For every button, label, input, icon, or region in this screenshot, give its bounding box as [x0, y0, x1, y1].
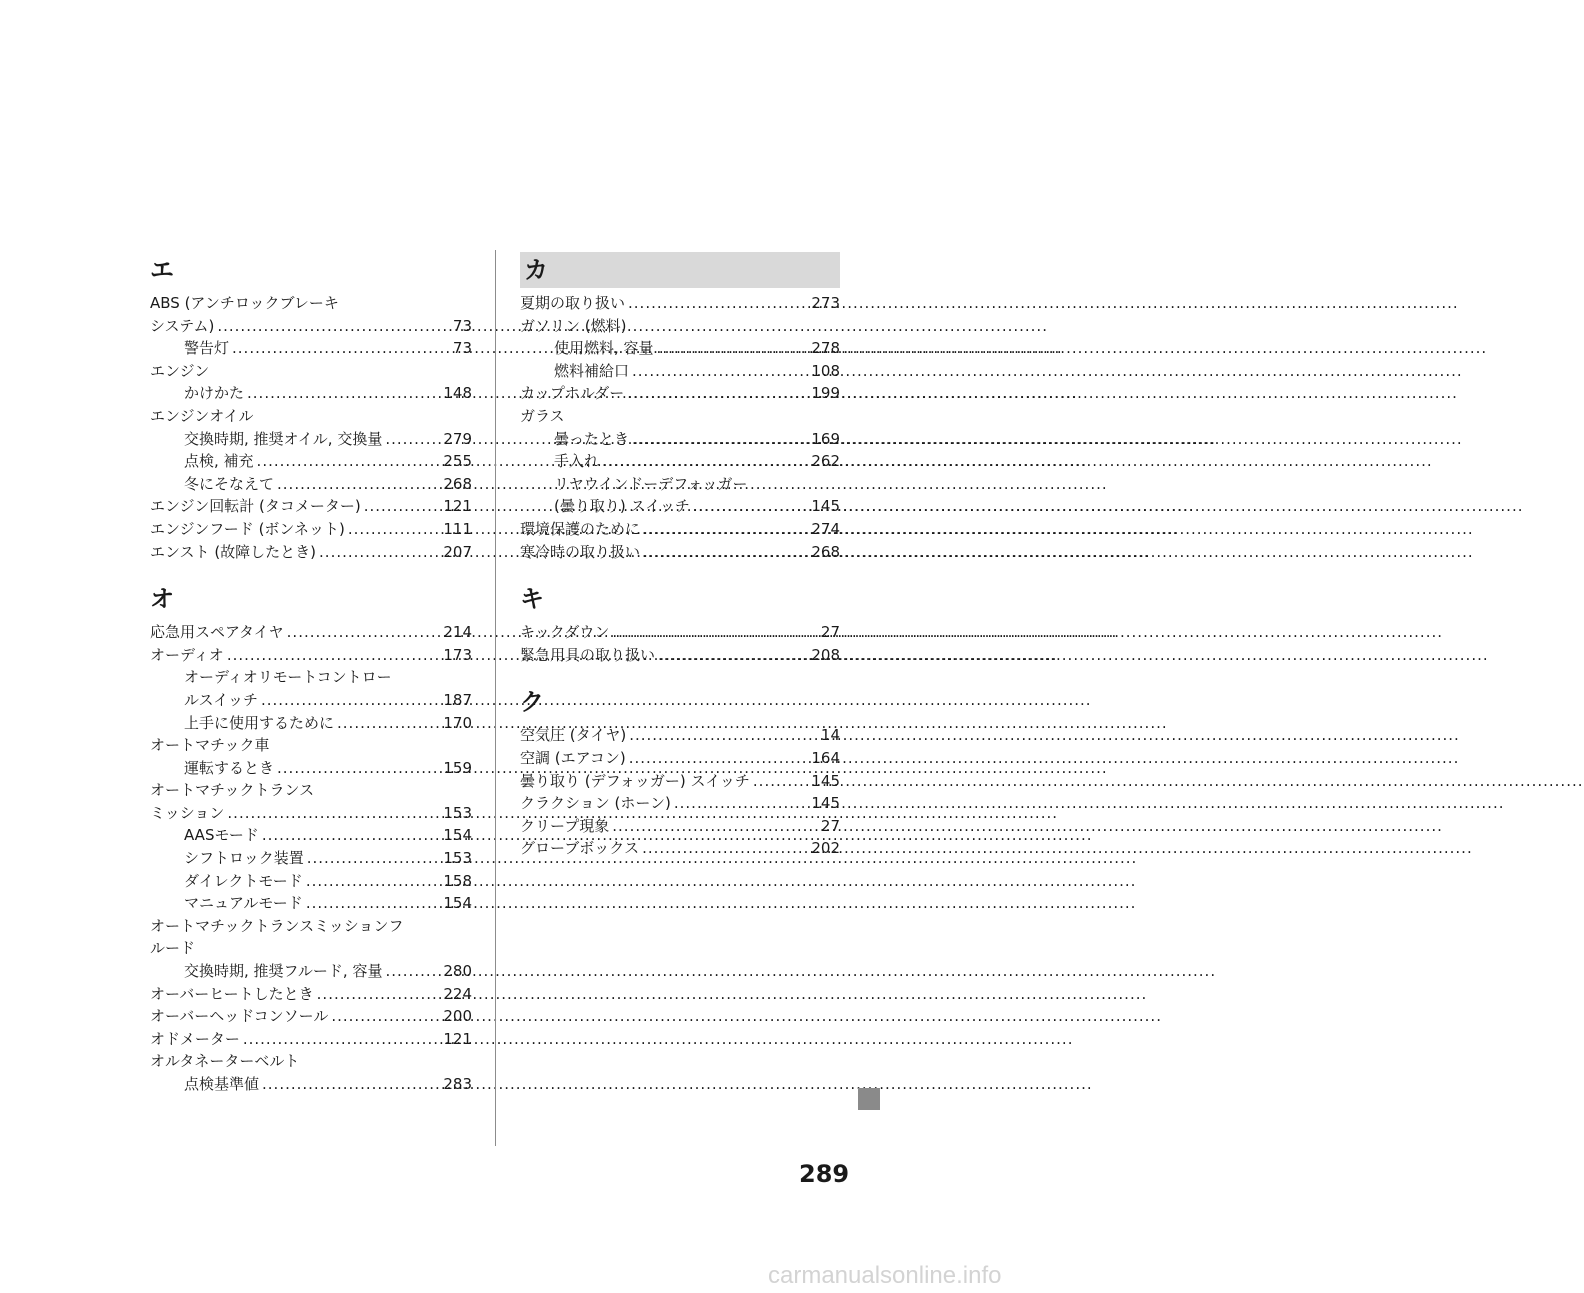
- index-entry: [150, 450, 472, 473]
- page-reference: 27: [820, 816, 840, 835]
- page-reference: 169: [811, 429, 840, 448]
- index-entry: [150, 1005, 472, 1028]
- watermark: carmanualsonline.info: [768, 1262, 1002, 1289]
- index-term: 空気圧 (タイヤ): [520, 726, 627, 745]
- dot-leader: [337, 712, 440, 735]
- dot-leader: [632, 360, 808, 383]
- left-index-column: [150, 252, 472, 1096]
- dot-leader: [227, 644, 441, 667]
- index-term: ガソリン (燃料): [520, 316, 627, 335]
- page-reference: 73: [452, 339, 472, 358]
- index-term: オーバーヒートしたとき: [150, 984, 314, 1003]
- index-term: オートマチックトランス: [150, 781, 315, 800]
- page-reference: 153: [443, 849, 472, 868]
- page-reference: 145: [811, 771, 840, 790]
- page-reference: 173: [443, 645, 472, 664]
- dot-leader: [331, 1005, 440, 1028]
- index-term: 点検基準値: [184, 1075, 260, 1093]
- page-reference: 187: [443, 690, 472, 709]
- page-reference: 268: [811, 542, 840, 561]
- index-entry: [150, 757, 472, 780]
- index-entry: [150, 405, 472, 428]
- dot-leader: [643, 541, 808, 564]
- page-reference: 121: [443, 1029, 472, 1048]
- dot-leader: [232, 337, 450, 360]
- page-reference: 207: [443, 542, 472, 561]
- dot-leader: [227, 802, 440, 825]
- index-term: 曇り取り (デフォッガー) スイッチ: [520, 771, 750, 790]
- page-reference: 224: [443, 984, 472, 1003]
- index-entry: [150, 473, 472, 496]
- dot-leader: [642, 837, 808, 860]
- index-entry: [150, 779, 472, 802]
- index-entry: [150, 712, 472, 735]
- dot-leader: [629, 724, 818, 747]
- dot-leader: [627, 382, 808, 405]
- column-divider: [495, 250, 496, 1146]
- index-entry: [150, 870, 472, 893]
- page-reference: 111: [443, 519, 472, 538]
- dot-leader: [261, 689, 440, 712]
- index-term: 緊急用具の取り扱い: [520, 645, 656, 664]
- page-reference: 280: [443, 962, 472, 981]
- section-gap: [150, 563, 472, 581]
- dot-leader: [319, 541, 440, 564]
- index-entry: [150, 495, 472, 518]
- dot-leader: [693, 495, 808, 518]
- dot-leader: [385, 960, 440, 983]
- page-reference: 14: [820, 726, 840, 745]
- index-entry: [150, 802, 472, 825]
- page-reference: 164: [811, 748, 840, 767]
- index-term: ダイレクトモード: [184, 871, 303, 890]
- index-term: ガラス: [520, 406, 565, 425]
- index-term: シフトロック装置: [184, 849, 304, 868]
- dot-leader: [243, 1028, 441, 1051]
- index-entry: [520, 644, 840, 667]
- index-term: オドメーター: [150, 1029, 240, 1048]
- section-heading: ク: [520, 688, 544, 717]
- index-term: オーディオ: [150, 645, 224, 664]
- index-entry: [150, 734, 472, 757]
- dot-leader: [317, 983, 441, 1006]
- index-term: クラクション (ホーン): [520, 794, 671, 813]
- index-term: オーバーヘッドコンソール: [150, 1007, 329, 1026]
- index-term: 空調 (エアコン): [520, 748, 626, 767]
- page-reference: 154: [443, 826, 472, 845]
- section-tab-marker: [858, 1088, 880, 1110]
- index-term: リヤウインドーデフォッガー: [554, 474, 748, 493]
- index-term: マニュアルモード: [184, 894, 303, 913]
- dot-leader: [657, 337, 809, 360]
- page-reference: 108: [811, 361, 840, 380]
- page-reference: 199: [811, 384, 840, 403]
- section-gap: [520, 666, 840, 684]
- section-heading: エ: [150, 256, 174, 284]
- index-entry: [150, 937, 472, 960]
- index-term: かけかた: [184, 384, 245, 403]
- dot-leader: [612, 815, 818, 838]
- index-entry: [520, 382, 840, 405]
- dot-leader: [385, 428, 440, 451]
- index-term: 燃料補給口: [554, 361, 630, 380]
- page-reference: 255: [443, 452, 472, 471]
- index-term: エンジンフード (ボンネット): [150, 519, 345, 538]
- index-term: クリープ現象: [520, 816, 610, 835]
- page-reference: 154: [443, 894, 472, 913]
- section-heading: キ: [520, 585, 544, 614]
- index-term: 使用燃料, 容量: [554, 339, 654, 358]
- index-term: 交換時期, 推奨オイル, 交換量: [184, 429, 383, 448]
- index-entry: [150, 983, 472, 1006]
- index-entry: [150, 915, 472, 938]
- index-term: システム): [150, 316, 215, 335]
- page-reference: 214: [443, 623, 472, 642]
- index-entry: [150, 1073, 472, 1096]
- page-reference: 153: [443, 803, 472, 822]
- page-reference: 145: [811, 497, 840, 516]
- index-term: カップホルダー: [520, 384, 625, 403]
- index-term: 夏期の取り扱い: [520, 294, 626, 312]
- page-reference: 202: [811, 839, 840, 858]
- index-term: (曇り取り) スイッチ: [554, 497, 690, 516]
- dot-leader: [277, 473, 440, 496]
- index-entry: [520, 315, 840, 338]
- index-term: グローブボックス: [520, 839, 640, 858]
- dot-leader: [306, 870, 441, 893]
- index-entry: [520, 450, 840, 473]
- index-entry: [520, 428, 840, 451]
- index-term: ルード: [150, 939, 196, 958]
- index-entry: [520, 747, 840, 770]
- index-term: エンジンオイル: [150, 406, 254, 425]
- page-reference: 148: [443, 384, 472, 403]
- index-term: エンスト (故障したとき): [150, 542, 317, 561]
- index-entry: [150, 541, 472, 564]
- index-term: 警告灯: [184, 339, 230, 358]
- index-term: 応急用スペアタイヤ: [150, 623, 284, 642]
- page-number: 289: [799, 1160, 850, 1188]
- index-entry: [520, 473, 840, 496]
- index-term: ミッション: [150, 803, 225, 822]
- dot-leader: [307, 847, 441, 870]
- index-term: オートマチックトランスミッションフ: [150, 916, 404, 935]
- index-entry: [150, 360, 472, 383]
- index-entry: [150, 1028, 472, 1051]
- index-entry: [150, 337, 472, 360]
- section-gap: [520, 563, 840, 581]
- index-term: 交換時期, 推奨フルード, 容量: [184, 962, 383, 981]
- dot-leader: [612, 621, 818, 644]
- dot-leader: [602, 450, 808, 473]
- dot-leader: [643, 518, 808, 541]
- page-reference: 73: [452, 316, 472, 335]
- index-entry: [150, 382, 472, 405]
- dot-leader: [658, 644, 808, 667]
- index-entry: [520, 837, 840, 860]
- page-reference: 279: [443, 429, 472, 448]
- index-term: キックダウン: [520, 623, 610, 642]
- index-entry: [150, 847, 472, 870]
- index-entry: [150, 428, 472, 451]
- index-term: 上手に使用するために: [184, 713, 335, 732]
- page-reference: 159: [443, 758, 472, 777]
- index-term: エンジン回転計 (タコメーター): [150, 497, 361, 516]
- index-entry: [150, 292, 472, 315]
- index-entry: [150, 689, 472, 712]
- page-reference: 27: [820, 623, 840, 642]
- index-term: エンジン: [150, 361, 210, 380]
- page-reference: 200: [443, 1007, 472, 1026]
- dot-leader: [257, 450, 441, 473]
- page-reference: 283: [443, 1075, 472, 1093]
- page-reference: 121: [443, 497, 472, 516]
- index-term: AASモード: [184, 826, 259, 845]
- index-entry: [520, 405, 840, 428]
- index-entry: [150, 824, 472, 847]
- index-entry: [520, 360, 840, 383]
- index-term: オーディオリモートコントロー: [184, 668, 392, 687]
- index-term: ABS (アンチロックブレーキ: [150, 294, 339, 312]
- page-reference: 273: [811, 294, 840, 312]
- index-entry: [520, 770, 840, 793]
- index-term: ルスイッチ: [184, 690, 258, 709]
- dot-leader: [262, 824, 440, 847]
- page-reference: 262: [811, 452, 840, 471]
- index-term: 寒冷時の取り扱い: [520, 542, 641, 561]
- index-entry: [150, 644, 472, 667]
- dot-leader: [287, 621, 441, 644]
- index-entry: [150, 892, 472, 915]
- index-term: 手入れ: [554, 452, 600, 471]
- page-reference: 145: [811, 794, 840, 813]
- dot-leader: [262, 1073, 440, 1096]
- dot-leader: [306, 892, 441, 915]
- section-heading: カ: [520, 252, 840, 288]
- page-reference: 278: [811, 339, 840, 358]
- index-term: 曇ったとき: [554, 429, 630, 448]
- section-heading: オ: [150, 585, 174, 614]
- index-entry: [520, 292, 840, 315]
- index-entry: [150, 518, 472, 541]
- index-entry: [520, 337, 840, 360]
- index-entry: [150, 1050, 472, 1073]
- index-term: オートマチック車: [150, 736, 270, 755]
- dot-leader: [632, 428, 808, 451]
- dot-leader: [348, 518, 441, 541]
- dot-leader: [217, 315, 450, 338]
- dot-leader: [364, 495, 441, 518]
- page-reference: 268: [443, 474, 472, 493]
- dot-leader: [628, 292, 808, 315]
- index-entry: [150, 666, 472, 689]
- index-term: 運転するとき: [184, 758, 275, 777]
- index-entry: [520, 541, 840, 564]
- index-entry: [520, 518, 840, 541]
- page-reference: 208: [811, 645, 840, 664]
- index-entry: [520, 724, 840, 747]
- right-index-column: [520, 252, 840, 860]
- index-entry: [520, 495, 840, 518]
- index-term: オルタネーターベルト: [150, 1052, 300, 1071]
- index-entry: [520, 815, 840, 838]
- index-entry: [520, 621, 840, 644]
- index-term: 環境保護のために: [520, 519, 641, 538]
- page-reference: 170: [443, 713, 472, 732]
- page-reference: 158: [443, 871, 472, 890]
- index-entry: [150, 315, 472, 338]
- dot-leader: [247, 382, 440, 405]
- index-term: 冬にそなえて: [184, 474, 275, 493]
- dot-leader: [753, 770, 808, 793]
- index-entry: [150, 960, 472, 983]
- index-entry: [520, 792, 840, 815]
- page-reference: 274: [811, 519, 840, 538]
- dot-leader: [674, 792, 808, 815]
- index-term: 点検, 補充: [184, 452, 254, 471]
- index-entry: [150, 621, 472, 644]
- dot-leader: [277, 757, 440, 780]
- dot-leader: [629, 747, 809, 770]
